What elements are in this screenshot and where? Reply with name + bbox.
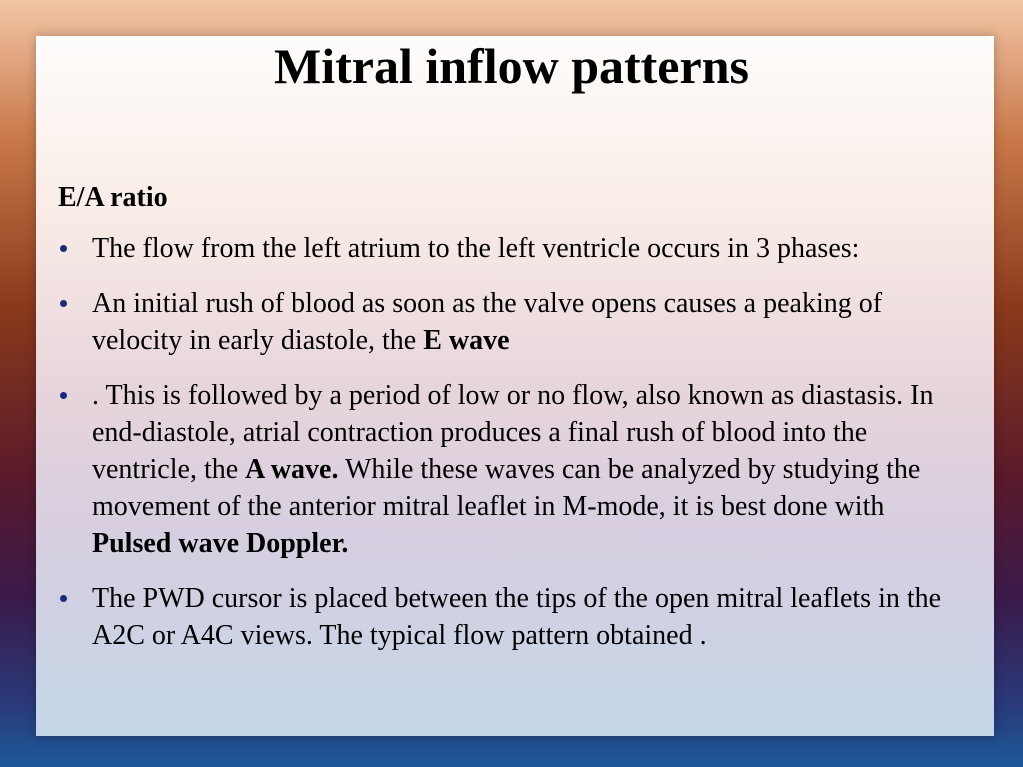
- bullet-text: An initial rush of blood as soon as the valve opens causes a peaking of velocity in early diastole, the: [92, 288, 883, 356]
- bullet-item: [58, 580, 963, 654]
- bullet-item: [58, 377, 963, 562]
- bullet-text: . This is followed by a period of low or no flow, also known as diastasis. In end-diastole, atrial contraction produces a final rush of blood into the ventricle, the: [92, 380, 934, 485]
- bullet-dot-icon: [60, 300, 67, 307]
- bullet-text: The flow from the left atrium to the left ventricle occurs in 3 phases:: [92, 233, 860, 264]
- bullet-text: While these waves can be analyzed by studying the movement of the anterior mitral leaflet in M-mode, it is best done with: [92, 454, 921, 522]
- bullet-item: [58, 230, 963, 267]
- bullet-dot-icon: [60, 595, 67, 602]
- bullet-dot-icon: [60, 392, 67, 399]
- bullet-bold-term: A wave.: [245, 454, 339, 485]
- bullet-list: [58, 230, 963, 654]
- slide-body: [58, 180, 963, 672]
- subheading: E/A ratio: [58, 182, 168, 213]
- bullet-text: The PWD cursor is placed between the tips of the open mitral leaflets in the A2C or A4C views. The typical flow pattern obtained .: [92, 583, 942, 651]
- bullet-bold-term: Pulsed wave Doppler.: [92, 528, 349, 559]
- bullet-dot-icon: [60, 245, 67, 252]
- bullet-bold-term: E wave: [423, 325, 510, 356]
- bullet-item: [58, 285, 963, 359]
- slide-title: Mitral inflow patterns: [274, 38, 749, 94]
